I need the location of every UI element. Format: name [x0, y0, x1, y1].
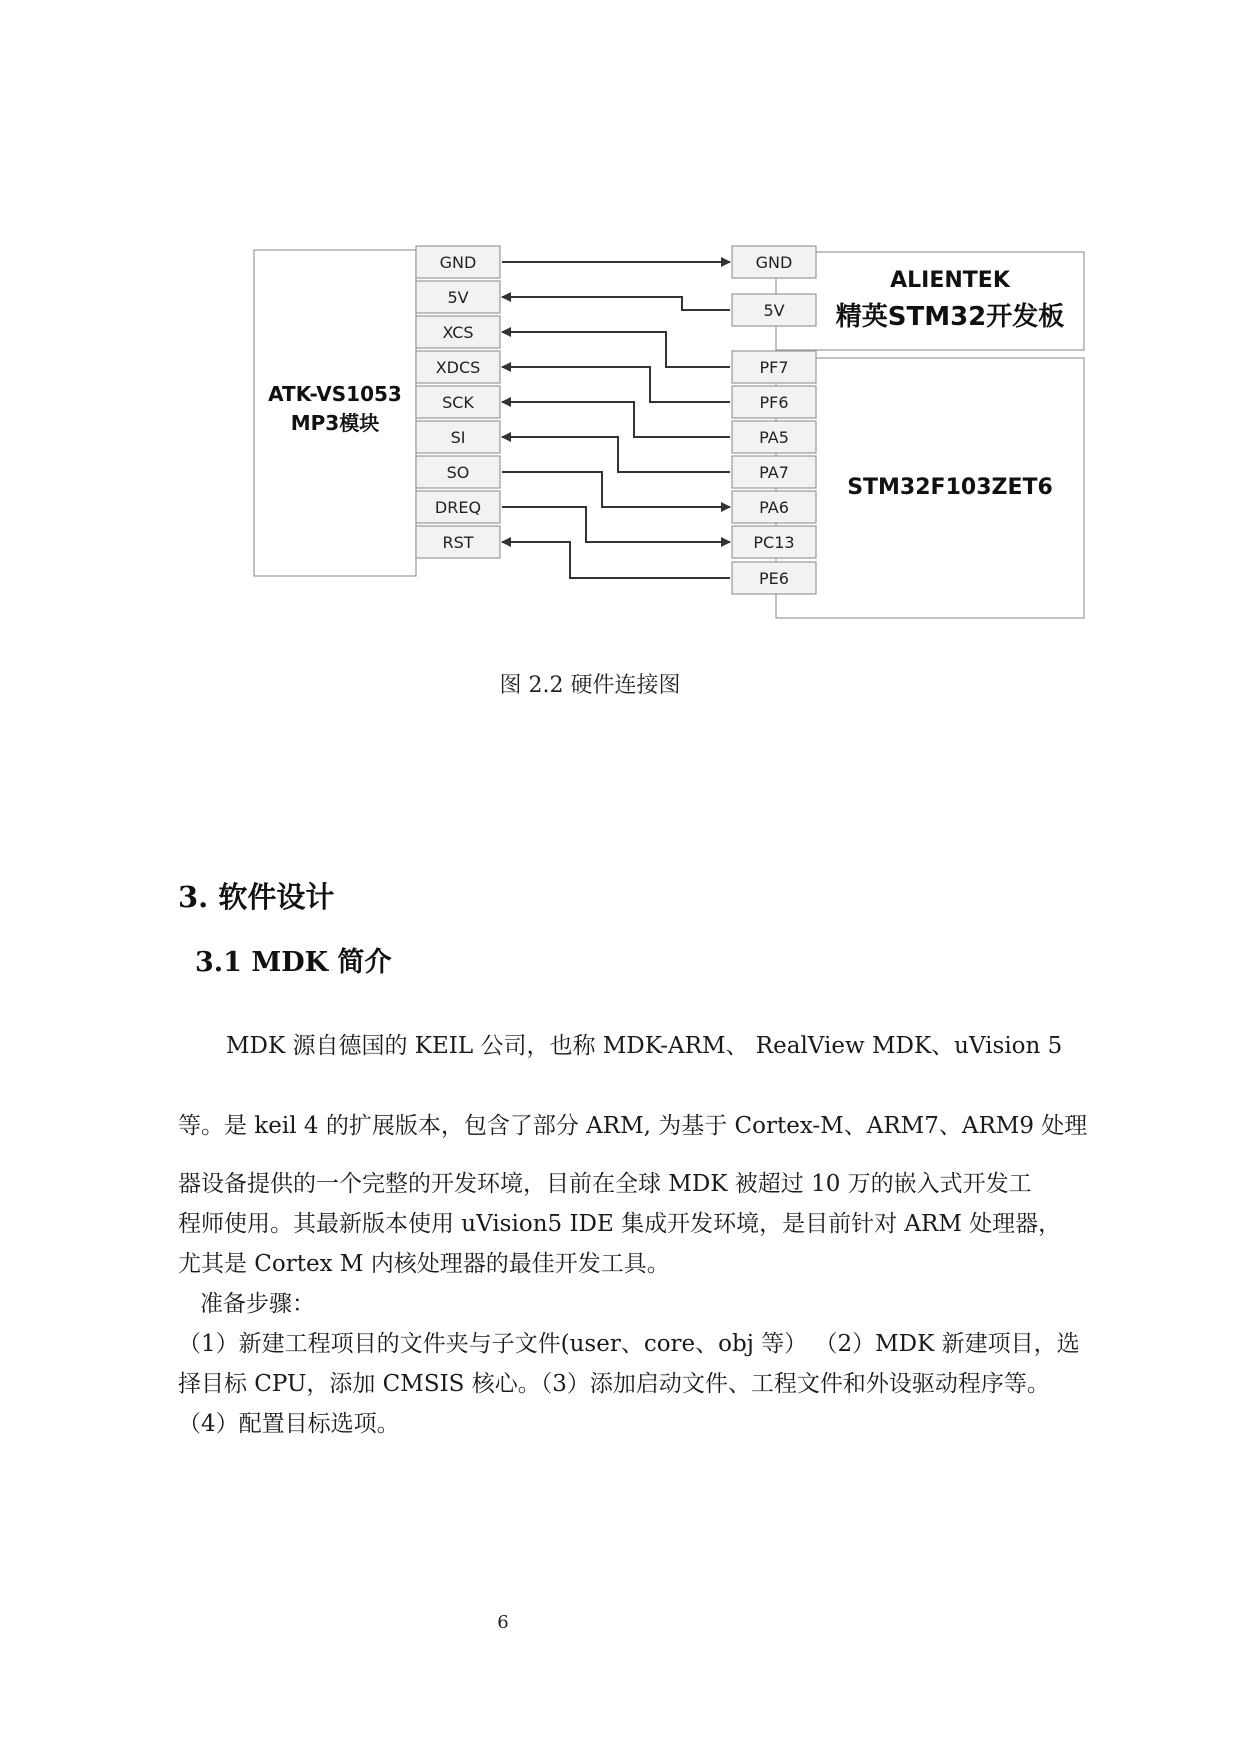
connection-wire: [502, 332, 730, 367]
connection-wire: [502, 437, 730, 472]
hardware-connection-diagram: [250, 240, 1090, 630]
connection-wire: [502, 367, 730, 402]
right-pin-label: PA5: [759, 428, 789, 447]
paragraph-line: 等。是 keil 4 的扩展版本，包含了部分 ARM, 为基于 Cortex-M、ARM7、ARM9 处理: [178, 1113, 1088, 1139]
subsection-heading: 3.1 MDK 简介: [195, 947, 392, 978]
right-pin-label: PA7: [759, 463, 789, 482]
board-box: [776, 252, 1084, 350]
right-pin-label: PF7: [759, 358, 789, 377]
figure-caption: 图 2.2 硬件连接图: [499, 673, 681, 698]
module-label-line2: MP3模块: [290, 411, 380, 435]
left-pin-label: XCS: [442, 323, 474, 342]
paragraph-line: 尤其是 Cortex M 内核处理器的最佳开发工具。: [178, 1251, 670, 1277]
connection-wire: [502, 472, 730, 507]
board-label-line1: ALIENTEK: [890, 268, 1010, 293]
section-heading: 3. 软件设计: [178, 880, 335, 914]
paragraph-line: （4）配置目标选项。: [178, 1411, 400, 1437]
paragraph-line: 准备步骤：: [200, 1291, 315, 1317]
left-pin-label: XDCS: [435, 358, 481, 377]
paragraph-line: 器设备提供的一个完整的开发环境，目前在全球 MDK 被超过 10 万的嵌入式开发工: [178, 1171, 1032, 1197]
right-pin-label: PC13: [753, 533, 795, 552]
paragraph-line: 择目标 CPU，添加 CMSIS 核心。（3）添加启动文件、工程文件和外设驱动程序等。: [178, 1371, 1050, 1397]
left-pin-label: DREQ: [434, 498, 482, 517]
left-pin-label: GND: [439, 253, 477, 272]
left-pin-label: SO: [446, 463, 470, 482]
left-pin-label: 5V: [447, 288, 469, 307]
right-pin-label: PA6: [759, 498, 789, 517]
connection-wire: [502, 507, 730, 542]
paragraph-line: MDK 源自德国的 KEIL 公司，也称 MDK-ARM、 RealView MDK、uVision 5: [226, 1033, 1063, 1059]
right-pin-label: PE6: [759, 569, 789, 588]
board-label-line2: 精英STM32开发板: [835, 302, 1065, 332]
left-pin-label: SI: [450, 428, 466, 447]
left-pin-label: RST: [442, 533, 474, 552]
page-number: 6: [497, 1612, 509, 1633]
paragraph-line: 程师使用。其最新版本使用 uVision5 IDE 集成开发环境，是目前针对 ARM 处理器，: [178, 1211, 1062, 1237]
right-pin-label: PF6: [759, 393, 789, 412]
connection-wire: [502, 402, 730, 437]
connection-wire: [502, 297, 730, 310]
right-pin-label: GND: [755, 253, 793, 272]
paragraph-line: （1）新建工程项目的文件夹与子文件(user、core、obj 等） （2）MDK 新建项目，选: [178, 1331, 1080, 1357]
left-pin-label: SCK: [442, 393, 474, 412]
right-pin-label: 5V: [763, 301, 785, 320]
mcu-label: STM32F103ZET6: [847, 475, 1053, 500]
module-label-line1: ATK-VS1053: [268, 382, 402, 406]
connection-wire: [502, 542, 730, 578]
